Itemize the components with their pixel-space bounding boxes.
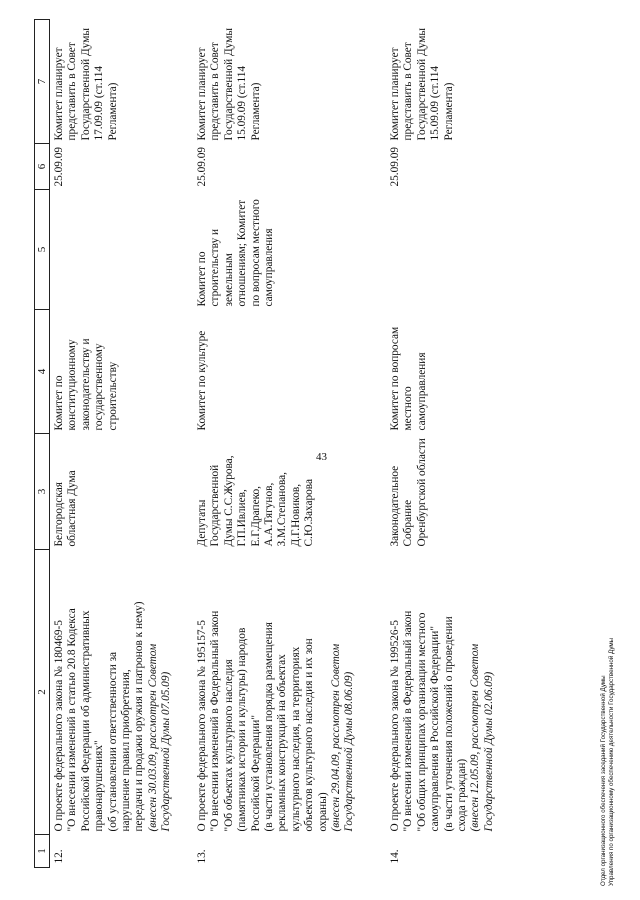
description-line: (памятниках истории и культуры) народов	[236, 627, 249, 832]
column-header: 2	[35, 550, 50, 835]
bills-table	[34, 19, 543, 868]
page-number: 43	[316, 451, 327, 463]
responsible-committee: Комитет по конституционному законодательству и государственному строительству	[53, 338, 119, 431]
column-header: 4	[35, 310, 50, 434]
submission-note: (внесен 29.04.09, рассмотрен Советом	[330, 643, 343, 832]
co-committee	[386, 190, 543, 310]
co-committee: Комитет по строительству и земельным отношениям; Комитет по вопросам местного самоуправления	[196, 199, 276, 307]
responsible-committee: Комитет по вопросам местного самоуправления	[389, 326, 428, 431]
description-line: О проекте федерального закона № 195157-5	[196, 620, 208, 832]
bill-description	[386, 550, 543, 835]
description-line: Российской Федерации"	[249, 715, 262, 832]
submission-note: Государственной Думы 07.05.09)	[160, 671, 173, 832]
column-header: 1	[35, 835, 50, 868]
column-header: 7	[35, 20, 50, 144]
bill-author: Депутаты Государственной Думы С.С.Журова, Г.П.Ивлиев, Е.Г.Драпеко, А.А.Тягунов, З.М.Степанова, Д.Г.Новиков, С.Ю.Захарова	[196, 455, 316, 547]
bill-description	[193, 550, 386, 835]
description-line: объектов культурного наследия и их зон	[303, 638, 316, 832]
footer-line: Управления по организационному обеспечению деятельности Государственной Думы	[608, 637, 615, 886]
description-line: правонарушениях"	[93, 740, 106, 832]
footer-note	[600, 526, 616, 886]
committee-note: Комитет планирует представить в Совет Государственной Думы 17.09.09 (ст.114 Регламента)	[53, 28, 119, 141]
table-row	[386, 20, 543, 868]
submission-note: Государственной Думы 08.06.09)	[343, 671, 356, 832]
co-committee	[50, 190, 194, 310]
bill-author: Законодательное Собрание Оренбургской области	[389, 438, 428, 547]
table-row	[193, 20, 386, 868]
review-date: 25.09.09	[389, 146, 401, 187]
description-line: (в части уточнения положений о проведении	[442, 616, 455, 832]
description-line: "Об объектах культурного наследия	[222, 659, 235, 832]
description-line: "О внесении изменений в статью 20.8 Кодекса	[66, 608, 79, 832]
column-header: 3	[35, 434, 50, 550]
description-line: схода граждан)	[456, 758, 469, 832]
row-number: 14.	[389, 849, 401, 864]
table-header-row	[35, 20, 50, 868]
row-number: 12.	[53, 849, 65, 864]
description-line: О проекте федерального закона № 180469-5	[53, 620, 65, 832]
description-line: О проекте федерального закона № 199526-5	[389, 620, 401, 832]
submission-note: Государственной Думы 02.06.09)	[482, 671, 495, 832]
description-line: Российской Федерации об административных	[79, 610, 92, 832]
committee-note: Комитет планирует представить в Совет Государственной Думы 15.09.09 (ст.114 Регламента)	[196, 28, 262, 141]
description-line: охраны)	[316, 792, 329, 832]
description-line: "О внесении изменений в Федеральный закон	[402, 610, 415, 832]
submission-note: (внесен 30.03.09, рассмотрен Советом	[146, 643, 159, 832]
review-date: 25.09.09	[53, 146, 65, 187]
description-line: передачи и продажи оружия и патронов к нему)	[133, 601, 146, 832]
submission-note: (внесен 12.05.09, рассмотрен Советом	[469, 643, 482, 832]
bill-author: Белгородская областная Дума	[53, 470, 79, 547]
table-row	[50, 20, 194, 868]
footer-line: Отдел организационного обеспечения заседаний Государственной Думы	[600, 675, 607, 886]
responsible-committee: Комитет по культуре	[196, 330, 208, 431]
committee-note: Комитет планирует представить в Совет Государственной Думы 15.09.09 (ст.114 Регламента)	[389, 28, 455, 141]
rotated-table-container	[34, 20, 562, 868]
review-date: 25.09.09	[196, 146, 208, 187]
row-number: 13.	[196, 849, 208, 864]
column-header: 6	[35, 144, 50, 190]
description-line: рекламных конструкций на объектах	[276, 654, 289, 832]
column-header: 5	[35, 190, 50, 310]
bill-description	[50, 550, 194, 835]
description-line: "О внесении изменений в Федеральный закон	[209, 610, 222, 832]
description-line: (об установлении ответственности за	[106, 651, 119, 832]
description-line: (в части установления порядка размещения	[263, 622, 276, 832]
description-line: самоуправления в Российской Федерации"	[429, 626, 442, 832]
description-line: культурного наследия, на территориях	[289, 646, 302, 832]
description-line: нарушение правил приобретения,	[120, 669, 133, 832]
description-line: "Об общих принципах организации местного	[415, 612, 428, 832]
